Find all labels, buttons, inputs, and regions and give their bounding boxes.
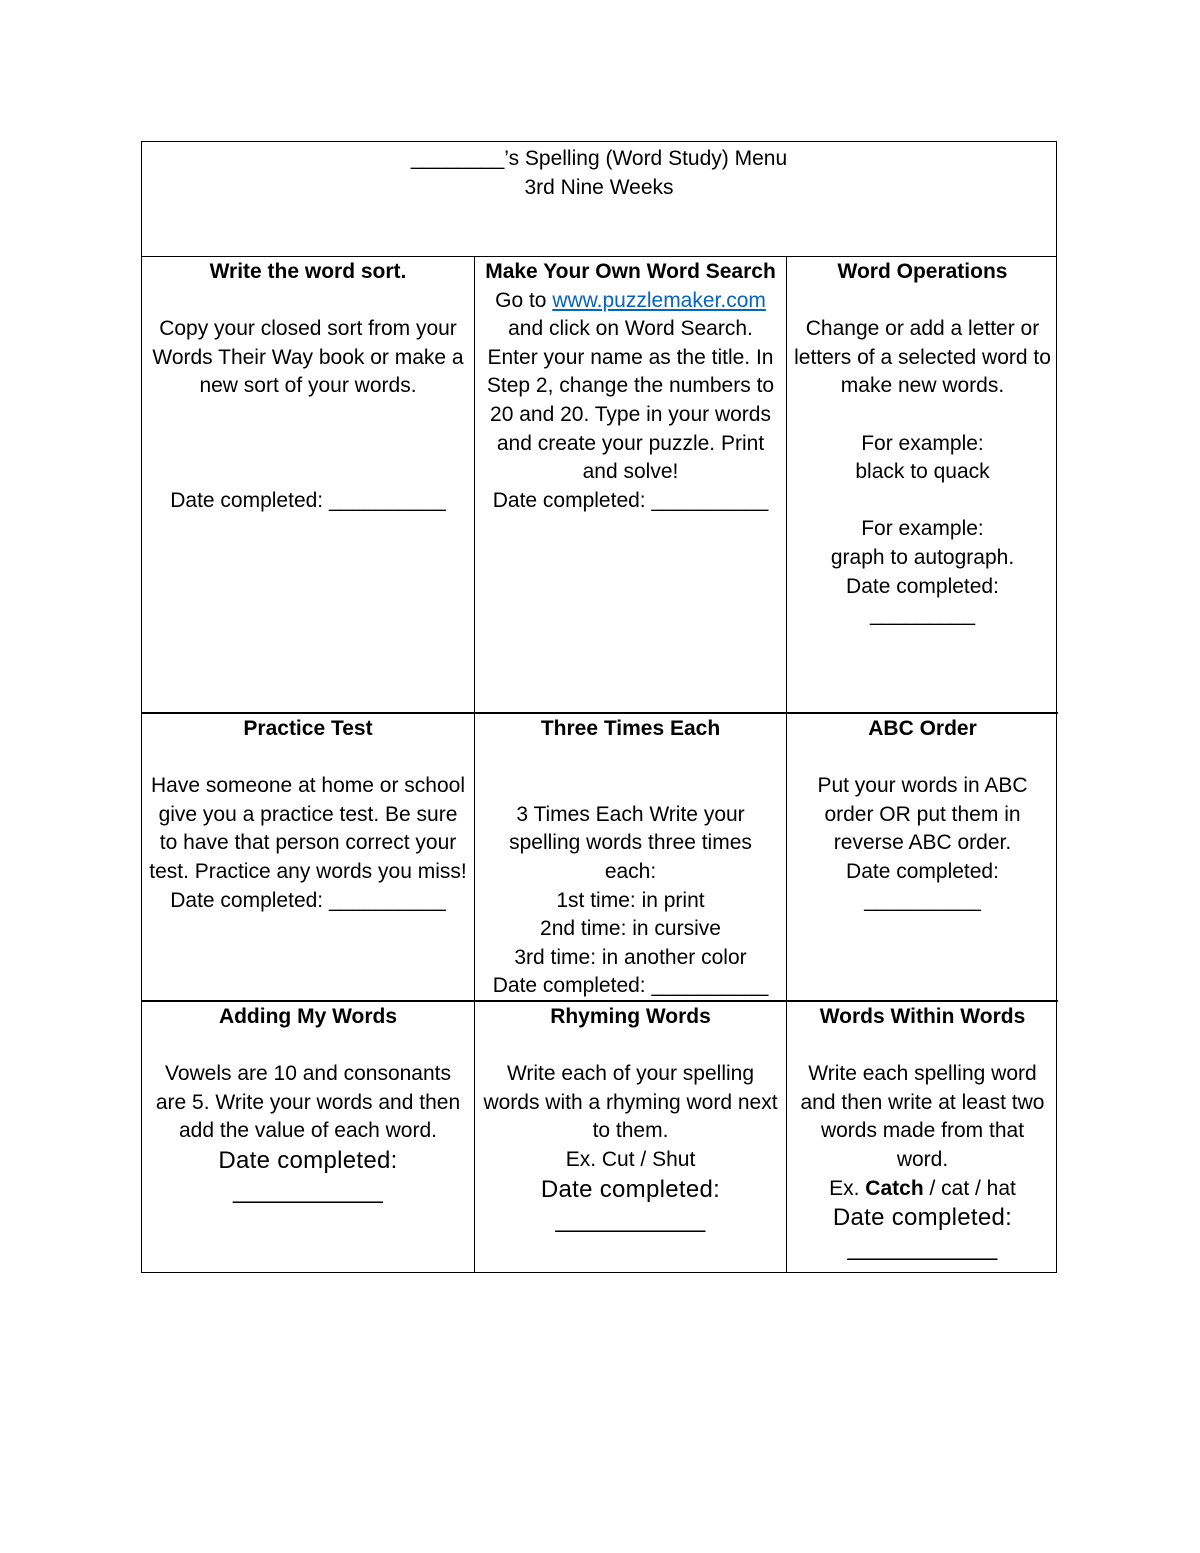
example-text: Ex. Cut / Shut xyxy=(565,1147,696,1171)
goto-text: Go to xyxy=(495,288,553,312)
cell-rhyming-words xyxy=(475,1002,787,1272)
page-subtitle: 3rd Nine Weeks xyxy=(524,175,674,199)
cell-body: Change or add a letter or letters of a selected word to make new words. xyxy=(794,317,1051,398)
date-completed-label: Date completed: xyxy=(540,1175,721,1203)
cell-practice-test xyxy=(142,714,475,1002)
example-text: graph to autograph. xyxy=(830,545,1015,569)
cell-word-operations xyxy=(787,257,1058,714)
page-title: ________’s Spelling (Word Study) Menu xyxy=(410,147,788,170)
example-label: For example: xyxy=(861,517,984,541)
example-bold-word: Catch xyxy=(865,1176,924,1200)
step-1: 1st time: in print xyxy=(556,888,705,912)
date-completed: Date completed: __________ xyxy=(492,488,769,512)
example-text: black to quack xyxy=(855,460,990,484)
date-completed-line: ___________ xyxy=(232,1176,384,1204)
cell-body: Copy your closed sort from your Words Their Way book or make a new sort of your words. xyxy=(152,317,464,398)
cell-title: Rhyming Words xyxy=(550,1005,711,1028)
date-completed-label: Date completed: xyxy=(846,574,999,598)
date-completed-line: ___________ xyxy=(847,1234,998,1262)
cell-body: Vowels are 10 and consonants are 5. Write your words and then add the value of each word. xyxy=(155,1062,461,1143)
cell-title: Words Within Words xyxy=(819,1005,1026,1028)
date-completed-label: Date completed: xyxy=(846,859,999,883)
date-completed: Date completed: __________ xyxy=(170,489,446,513)
date-completed-label: Date completed: xyxy=(832,1204,1013,1232)
cell-title: Three Times Each xyxy=(540,717,721,740)
cell-title: Practice Test xyxy=(243,717,373,740)
cell-body: Write each of your spelling words with a rhyming word next to them. xyxy=(483,1062,778,1143)
cell-title: Word Operations xyxy=(837,260,1008,283)
example-prefix: Ex. xyxy=(829,1176,866,1200)
cell-body: 3 Times Each Write your spelling words three times each: xyxy=(509,802,752,883)
cell-words-within-words xyxy=(787,1002,1058,1272)
cell-goto-line xyxy=(481,287,780,316)
menu-header xyxy=(141,141,1057,257)
cell-body: Write each spelling word and then write at least two words made from that word. xyxy=(800,1062,1045,1171)
cell-title: ABC Order xyxy=(868,717,977,740)
date-completed-line: ___________ xyxy=(555,1205,706,1233)
step-3: 3rd time: in another color xyxy=(514,945,747,969)
cell-title: Write the word sort. xyxy=(209,260,407,283)
date-completed: Date completed: __________ xyxy=(170,888,446,912)
cell-write-word-sort xyxy=(142,257,475,714)
choice-menu-grid xyxy=(141,256,1057,1273)
date-completed-line: __________ xyxy=(864,888,981,912)
date-completed-label: Date completed: xyxy=(218,1146,398,1174)
cell-body: and click on Word Search. Enter your name as the title. In Step 2, change the numbers to 20 and 20. Type in your words and create your puzzle. Print and solve! xyxy=(486,317,775,484)
cell-title: Make Your Own Word Search xyxy=(485,260,776,283)
date-completed-line: _________ xyxy=(869,603,976,627)
cell-title: Adding My Words xyxy=(218,1005,398,1028)
date-completed: Date completed: __________ xyxy=(492,974,769,998)
example-rest: / cat / hat xyxy=(923,1176,1016,1200)
example-line xyxy=(793,1175,1052,1204)
cell-body: Put your words in ABC order OR put them in reverse ABC order. xyxy=(817,774,1028,855)
example-label: For example: xyxy=(861,431,984,455)
cell-three-times-each xyxy=(475,714,787,1002)
puzzlemaker-link[interactable]: www.puzzlemaker.com xyxy=(552,288,766,312)
cell-make-word-search xyxy=(475,257,787,714)
step-2: 2nd time: in cursive xyxy=(540,917,721,941)
cell-body: Have someone at home or school give you a practice test. Be sure to have that person correct your test. Practice any words you miss! xyxy=(149,774,467,883)
cell-abc-order xyxy=(787,714,1058,1002)
cell-adding-my-words xyxy=(142,1002,475,1272)
